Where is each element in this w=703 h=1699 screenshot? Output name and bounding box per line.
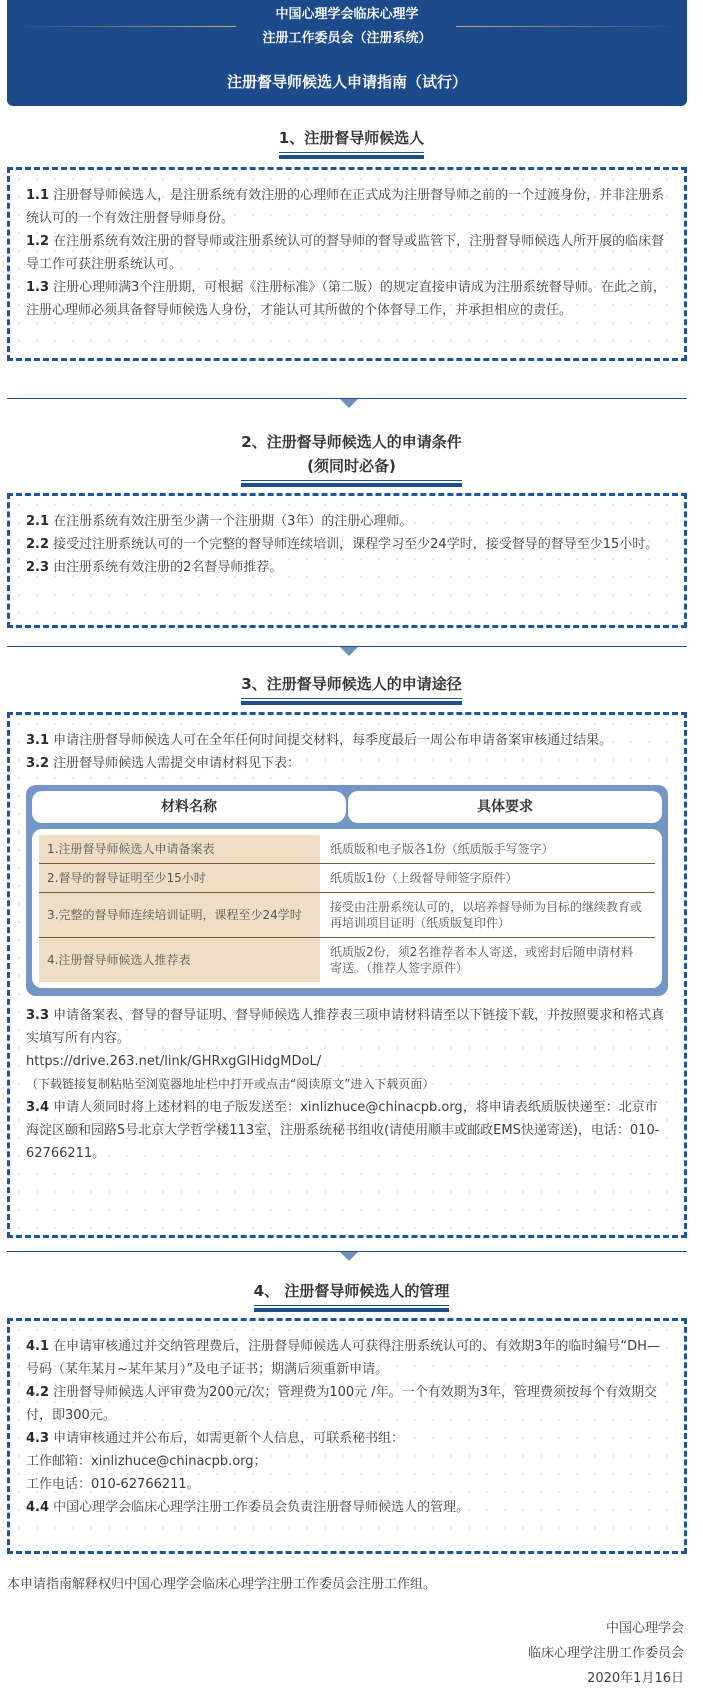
section-1-title xyxy=(0,126,703,163)
item-text: 申请注册督导师候选人可在全年任何时间提交材料，每季度最后一周公布申请备案审核通过结果。 xyxy=(49,733,613,748)
item-number: 4.4 xyxy=(26,1500,50,1515)
download-link[interactable] xyxy=(26,1050,668,1073)
materials-table xyxy=(26,785,668,996)
table-header xyxy=(32,791,662,823)
item-text: 申请备案表、督导的督导证明、督导师候选人推荐表三项申请材料请至以下链接下载，并按照要求和格式真实填写所有内容。 xyxy=(26,1008,665,1046)
decorative-line-right xyxy=(456,26,681,27)
item-text: 在注册系统有效注册的督导师或注册系统认可的督导师的督导或监管下，注册督导师候选人所开展的临床督导工作可获注册系统认可。 xyxy=(26,234,665,272)
item-text: 注册督导师候选人需提交申请材料见下表： xyxy=(49,756,301,771)
section-4-box xyxy=(7,1318,687,1554)
item-number: 3.1 xyxy=(26,733,50,748)
item-number: 2.3 xyxy=(26,560,50,575)
table-row xyxy=(39,893,655,938)
section-1-box xyxy=(7,167,687,361)
table-row xyxy=(39,864,655,893)
requirement-cell: 接受由注册系统认可的，以培养督导师为目标的继续教育或再培训项目证明（纸质版复印件） xyxy=(330,900,643,930)
decorative-line-left xyxy=(13,26,236,27)
item-text: 注册心理师满3个注册期，可根据《注册标准》（第二版）的规定直接申请成为注册系统督导师。在此之前，注册心理师必须具备督导师候选人身份，才能认可其所做的个体督导工作，并承担相应的责任。 xyxy=(26,280,666,318)
signature-org: 中国心理学会 xyxy=(605,1621,684,1636)
item-number: 1.1 xyxy=(26,188,50,203)
item-4-2 xyxy=(26,1381,668,1427)
item-number: 4.2 xyxy=(26,1385,50,1400)
title-underline xyxy=(279,152,424,159)
item-number: 4.3 xyxy=(26,1431,50,1446)
item-text: 接受过注册系统认可的一个完整的督导师连续培训，课程学习至少24学时，接受督导的督导至少15小时。 xyxy=(49,537,659,552)
item-number: 2.1 xyxy=(26,514,50,529)
table-row xyxy=(39,835,655,864)
item-2-3 xyxy=(26,556,668,579)
item-3-2 xyxy=(26,752,668,775)
item-number: 3.3 xyxy=(26,1008,50,1023)
title-underline xyxy=(241,698,461,705)
section-3-title-text: 3、注册督导师候选人的申请途径 xyxy=(241,675,462,693)
item-1-1 xyxy=(26,184,668,230)
material-name-cell: 2.督导的督导证明至少15小时 xyxy=(39,864,320,892)
title-underline xyxy=(254,1305,450,1312)
section-4-title xyxy=(0,1279,703,1316)
item-2-1 xyxy=(26,510,668,533)
item-text: 注册督导师候选人评审费为200元/次；管理费为100元 /年。一个有效期为3年，管理费须按每个有效期交付，即300元。 xyxy=(26,1385,657,1423)
item-text: 申请人须同时将上述材料的电子版发送至：xinlizhuce@chinacpb.org，将申请表纸质版快递至：北京市海淀区颐和园路5号北京大学哲学楼113室，注册系统秘书组收(请使用顺丰或邮政EMS快递寄送)，电话：010-62766211。 xyxy=(26,1100,660,1161)
section-3-title xyxy=(0,672,703,709)
item-3-1 xyxy=(26,729,668,752)
title-underline xyxy=(241,480,461,487)
section-3-box xyxy=(7,712,687,1238)
material-name-cell: 3.完整的督导师连续培训证明，课程至少24学时 xyxy=(39,893,320,937)
download-link-text[interactable]: https://drive.263.net/link/GHRxgGIHidgMDoL/ xyxy=(26,1054,322,1069)
requirement-cell: 纸质版2份，须2名推荐者本人寄送，或密封后随申请材料寄送。（推荐人签字原件） xyxy=(330,945,634,975)
item-number: 1.2 xyxy=(26,234,50,249)
contact-phone: 工作电话：010-62766211。 xyxy=(26,1477,200,1492)
item-3-4 xyxy=(26,1096,668,1165)
signature-committee: 临床心理学注册工作委员会 xyxy=(527,1646,684,1661)
requirement-cell: 纸质版1份（上级督导师签字原件） xyxy=(330,871,518,885)
item-4-1 xyxy=(26,1335,668,1381)
item-number: 3.4 xyxy=(26,1100,50,1115)
contact-email: 工作邮箱：xinlizhuce@chinacpb.org； xyxy=(26,1454,267,1469)
item-number: 1.3 xyxy=(26,280,50,295)
item-2-2 xyxy=(26,533,668,556)
material-name-cell: 4.注册督导师候选人推荐表 xyxy=(39,938,320,982)
triangle-down-icon xyxy=(340,399,358,408)
item-1-2 xyxy=(26,230,668,276)
column-header-requirement: 具体要求 xyxy=(348,791,662,823)
item-number: 2.2 xyxy=(26,537,50,552)
item-4-4 xyxy=(26,1496,668,1519)
triangle-down-icon xyxy=(340,647,358,656)
material-name-cell: 1.注册督导师候选人申请备案表 xyxy=(39,835,320,863)
item-text: 在申请审核通过并交纳管理费后，注册督导师候选人可获得注册系统认可的、有效期3年的临时编号“DH—号码（某年某月~某年某月）”及电子证书；期满后须重新申请。 xyxy=(26,1339,660,1377)
item-text: 注册督导师候选人，是注册系统有效注册的心理师在正式成为注册督导师之前的一个过渡身份，并非注册系统认可的一个有效注册督导师身份。 xyxy=(26,188,665,226)
column-header-material: 材料名称 xyxy=(32,791,346,823)
item-number: 3.2 xyxy=(26,756,50,771)
org-name-line1: 中国心理学会临床心理学 xyxy=(275,7,419,22)
section-2-title-text: 2、注册督导师候选人的申请条件 xyxy=(241,433,462,451)
page-title: 注册督导师候选人申请指南（试行） xyxy=(226,73,467,91)
table-row xyxy=(39,938,655,982)
item-3-3 xyxy=(26,1004,668,1050)
item-text: 申请审核通过并公布后，如需更新个人信息，可联系秘书组： xyxy=(49,1431,405,1446)
item-1-3 xyxy=(26,276,668,322)
item-text: 由注册系统有效注册的2名督导师推荐。 xyxy=(49,560,283,575)
interpretation-note: 本申请指南解释权归中国心理学会临床心理学注册工作委员会注册工作组。 xyxy=(7,1577,437,1592)
download-hint: （下载链接复制粘贴至浏览器地址栏中打开或点击“阅读原文”进入下载页面） xyxy=(26,1077,435,1091)
section-1-title-text: 1、注册督导师候选人 xyxy=(278,129,425,147)
section-2-subtitle: (须同时必备) xyxy=(307,457,396,475)
item-4-3 xyxy=(26,1427,668,1450)
section-2-box xyxy=(7,493,687,628)
item-text: 中国心理学会临床心理学注册工作委员会负责注册督导师候选人的管理。 xyxy=(49,1500,470,1515)
table-body xyxy=(32,829,662,988)
item-text: 在注册系统有效注册至少满一个注册期（3年）的注册心理师。 xyxy=(49,514,413,529)
section-2-title xyxy=(0,430,703,491)
org-name-line2: 注册工作委员会（注册系统） xyxy=(262,31,432,46)
requirement-cell: 纸质版和电子版各1份（纸质版手写签字） xyxy=(330,842,554,856)
section-4-title-text: 4、 注册督导师候选人的管理 xyxy=(253,1282,450,1300)
page-header xyxy=(7,0,687,106)
item-number: 4.1 xyxy=(26,1339,50,1354)
triangle-down-icon xyxy=(340,1252,358,1261)
signature-date: 2020年1月16日 xyxy=(587,1671,684,1686)
